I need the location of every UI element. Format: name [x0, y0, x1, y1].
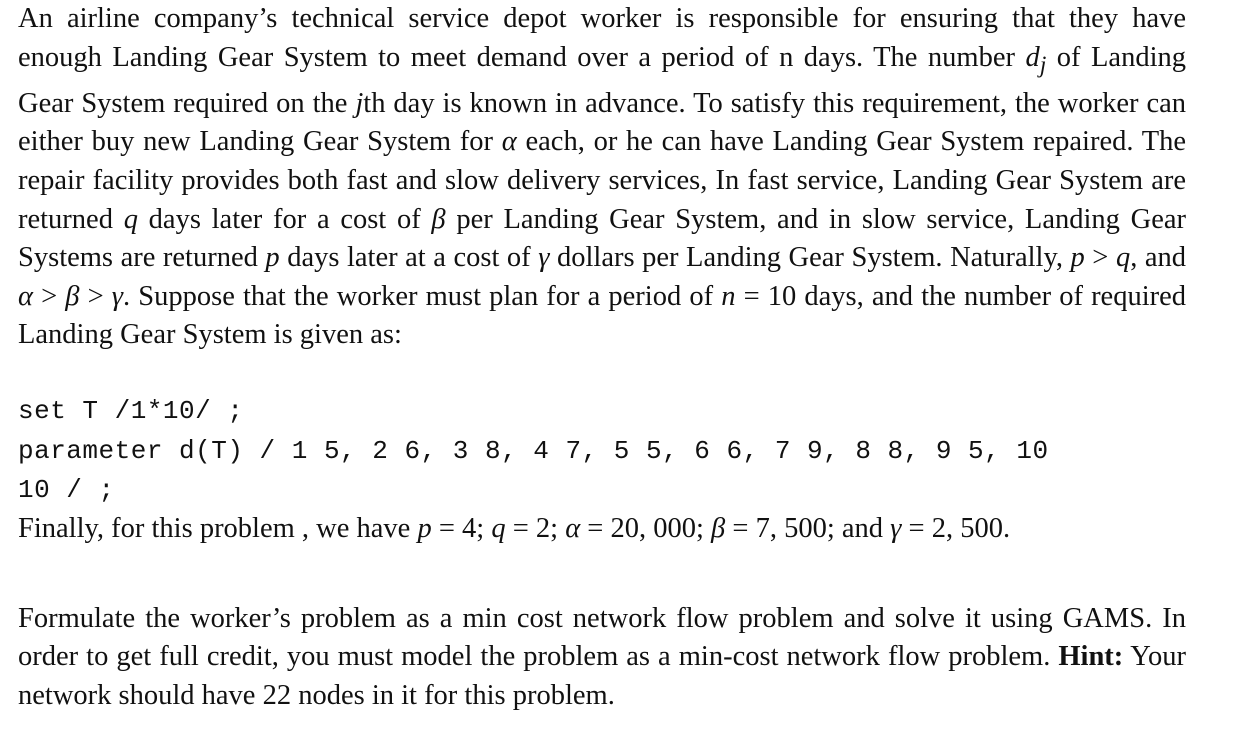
math-p: p — [1070, 242, 1085, 274]
parameter-values-line — [18, 510, 1186, 548]
text-segment: Finally, for this problem , we have — [18, 513, 418, 544]
text-segment: Formulate the worker’s problem as a min cost network flow problem and solve it using GAMS. In order to get full credit, you must model the problem as a min-cost network flow problem. — [18, 603, 1186, 673]
text-segment: = 10 days, and the number of required Landing Gear System is given as: — [18, 280, 1187, 351]
math-value: = 2; — [505, 513, 566, 544]
math-value: = 2, 500. — [901, 513, 1011, 544]
math-p: p — [265, 242, 280, 274]
text-segment: each, or he can have Landing Gear System repaired. The repair facility provides both fast and slow delivery services, In fast service, Landing Gear System are returned — [18, 126, 1187, 235]
math-j-subscript: j — [1039, 52, 1047, 79]
math-gamma: γ — [538, 242, 550, 274]
math-q: q — [123, 203, 138, 235]
math-value: = 20, 000; — [580, 513, 712, 544]
math-gamma: γ — [890, 513, 902, 544]
text-segment: th day is known in advance. To satisfy this requirement, the worker can either buy new Landing Gear System for — [18, 87, 1186, 158]
math-operator: > — [79, 280, 112, 312]
math-operator: > — [32, 280, 66, 312]
math-p: p — [417, 513, 432, 544]
text-segment: . Suppose that the worker must plan for a period of — [123, 280, 722, 312]
math-j: j — [355, 87, 364, 119]
math-beta: β — [711, 513, 726, 544]
math-q: q — [1115, 242, 1131, 274]
text-segment: , and — [1130, 242, 1187, 274]
text-segment: per Landing Gear System, and in slow service, Landing Gear Systems are returned — [18, 203, 1187, 274]
task-instructions-paragraph — [18, 600, 1186, 715]
problem-statement-paragraph — [18, 0, 1186, 355]
text-segment: dollars per Landing Gear System. Naturally, — [549, 242, 1071, 274]
hint-label: Hint: — [1058, 641, 1124, 673]
math-gamma: γ — [111, 280, 124, 312]
math-value: = 4; — [431, 513, 492, 544]
math-alpha: α — [565, 513, 581, 544]
math-d: d — [1025, 41, 1040, 73]
code-line-parameter-end: 10 / ; — [18, 475, 115, 505]
math-alpha: α — [18, 280, 33, 312]
code-line-set: set T /1*10/ ; — [18, 396, 244, 426]
math-n: n — [721, 280, 736, 312]
text-segment: of Landing Gear System required on the — [18, 41, 1186, 119]
math-q: q — [491, 513, 506, 544]
math-alpha: α — [501, 126, 517, 158]
text-segment: Your network should have 22 nodes in it for this problem. — [18, 641, 1186, 711]
code-line-parameter: parameter d(T) / 1 5, 2 6, 3 8, 4 7, 5 5, 6 6, 7 9, 8 8, 9 5, 10 — [18, 436, 1049, 466]
text-segment: days later at a cost of — [279, 242, 539, 274]
text-segment: days later for a cost of — [137, 203, 432, 235]
math-beta: β — [65, 280, 80, 312]
math-operator: > — [1084, 242, 1116, 274]
math-beta: β — [431, 203, 446, 235]
math-value: = 7, 500; and — [725, 513, 891, 544]
text-segment: An airline company’s technical service depot worker is responsible for ensuring that they have enough Landing Gear System to meet demand over a period of n days. The number — [18, 3, 1186, 73]
